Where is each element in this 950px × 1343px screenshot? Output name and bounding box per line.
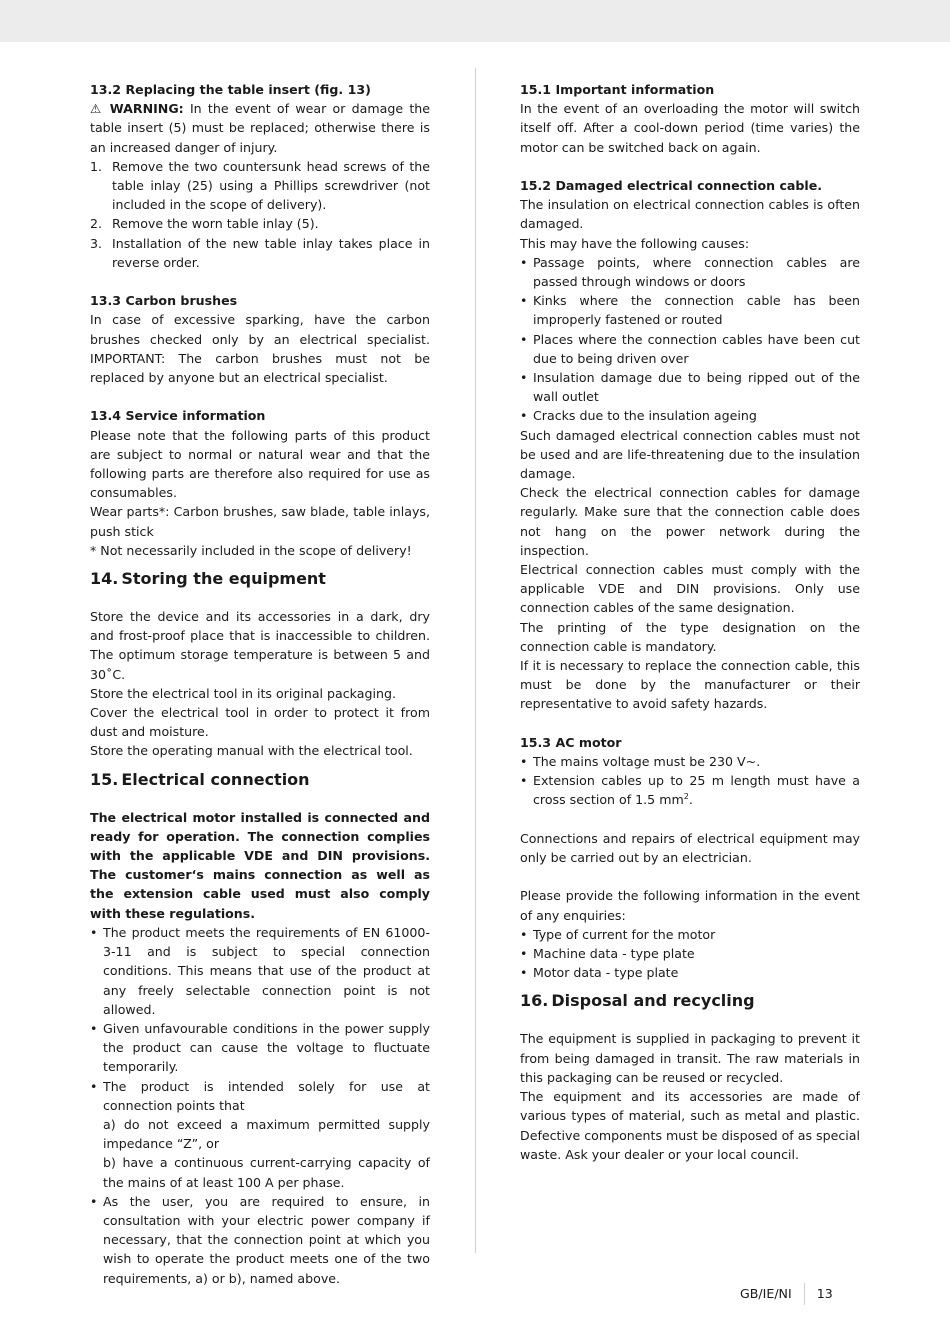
list-item: • Machine data - type plate: [520, 946, 695, 962]
electrical-requirements-list: [90, 923, 430, 1288]
list-item: • As the user, you are required to ensure, in consultation with your electric power company if necessary, that the connection point at which you wish to operate the product meets one of the two requirements, a) or b), named above.: [90, 1193, 430, 1286]
list-item: 1. Remove the two countersunk head screws of the table inlay (25) using a Phillips screwdriver (not included in the scope of delivery).: [90, 158, 430, 213]
list-item: • Kinks where the connection cable has been improperly fastened or routed: [520, 293, 860, 328]
page-footer: [740, 1283, 833, 1305]
ac-motor-list: [520, 752, 860, 810]
list-item: • Insulation damage due to being ripped out of the wall outlet: [520, 370, 860, 405]
column-divider: [475, 68, 476, 1253]
electrician-paragraph: Connections and repairs of electrical equipment may only be carried out by an electrician.: [520, 830, 860, 866]
list-item: • Motor data - type plate: [520, 965, 679, 981]
section-16-title: 16. Disposal and recycling: [520, 991, 755, 1011]
storage-paragraph: Cover the electrical tool in order to protect it from dust and moisture.: [90, 705, 430, 740]
cable-paragraph: Check the electrical connection cables for damage regularly. Make sure that the connection cable does not hang on the power network during the inspection.: [520, 485, 860, 558]
cable-paragraph: The printing of the type designation on the connection cable is mandatory.: [520, 619, 860, 654]
footer-divider: [804, 1283, 805, 1305]
electrical-lead-paragraph: The electrical motor installed is connected and ready for operation. The connection complies with the applicable VDE and DIN provisions. The customer‘s mains connection as well as the extension cable used must also comply with these regulations.: [90, 809, 430, 921]
cable-paragraph: Electrical connection cables must comply with the applicable VDE and DIN provisions. Only use connection cables of the same designation.: [520, 562, 860, 616]
storage-paragraph: Store the operating manual with the electrical tool.: [90, 743, 413, 759]
locale-label: GB/IE/NI: [740, 1286, 792, 1301]
list-item: 2. Remove the worn table inlay (5).: [90, 216, 319, 232]
top-bar: [0, 0, 950, 42]
section-15-2-heading: 15.2 Damaged electrical connection cable.: [520, 178, 823, 193]
disposal-paragraph: The equipment and its accessories are made of various types of material, such as metal and plastic. Defective components must be disposed of as special waste. Ask your dealer or your local council.: [520, 1089, 860, 1162]
left-column: [90, 80, 430, 1288]
list-item: • Passage points, where connection cables are passed through windows or doors: [520, 254, 860, 290]
disposal-paragraph: The equipment is supplied in packaging to prevent it from being damaged in transit. The raw materials in this packaging can be reused or recycled.: [520, 1031, 860, 1085]
damage-causes-list: [520, 253, 860, 426]
list-item: • Extension cables up to 25 m length must have a cross section of 1.5 $mm^2$.: [520, 773, 860, 808]
list-item: • Places where the connection cables have been cut due to being driven over: [520, 331, 860, 366]
list-item: • The product is intended solely for use at connection points that a) do not exceed a maximum permitted supply impedance “Z”, or b) have a continuous current-carrying capacity of the mains of at least 100 A per phase.: [90, 1078, 430, 1190]
page-number: 13: [816, 1286, 833, 1301]
carbon-brushes-text: In case of excessive sparking, have the carbon brushes checked only by an electrical specialist. IMPORTANT: The carbon brushes must not be replaced by anyone but an electrical specialist.: [90, 312, 430, 386]
warning-paragraph: [90, 99, 430, 157]
section-15-1-heading: 15.1 Important information: [520, 82, 715, 97]
section-14-title: 14. Storing the equipment: [90, 569, 326, 589]
cable-paragraph: Such damaged electrical connection cables must not be used and are life-threatening due to the insulation damage.: [520, 427, 860, 482]
warning-text: In the event of wear or damage the table insert (5) must be replaced; otherwise there is an increased danger of injury.: [90, 101, 430, 155]
list-item: • The mains voltage must be 230 V~.: [520, 754, 761, 770]
list-item: • The product meets the requirements of EN 61000-3-11 and is subject to special connection conditions. This means that use of the product at any freely selectable connection point is not allowed.: [90, 924, 430, 1017]
service-info-paragraph: Please note that the following parts of this product are subject to normal or natural wear and that the following parts are therefore also required for use as consumables.: [90, 427, 430, 501]
cable-paragraph: This may have the following causes:: [520, 235, 750, 251]
right-column: [520, 80, 860, 1164]
enquiry-info-list: [520, 925, 860, 983]
section-13-3-heading: 13.3 Carbon brushes: [90, 293, 238, 309]
replacement-steps: [90, 157, 430, 272]
list-item: • Given unfavourable conditions in the power supply the product can cause the voltage to fluctuate temporarily.: [90, 1020, 430, 1075]
section-13-2-heading: 13.2 Replacing the table insert (fig. 13): [90, 82, 371, 97]
list-item: • Type of current for the motor: [520, 926, 716, 942]
warning-label: WARNING:: [109, 101, 184, 117]
delivery-note: * Not necessarily included in the scope of delivery!: [90, 542, 412, 558]
important-info-text: In the event of an overloading the motor will switch itself off. After a cool-down period (time varies) the motor can be switched back on again.: [520, 101, 860, 155]
wear-parts-paragraph: Wear parts*: Carbon brushes, saw blade, table inlays, push stick: [90, 504, 430, 539]
warning-triangle-icon: ⚠: [90, 101, 104, 117]
section-13-4-heading: 13.4 Service information: [90, 408, 266, 424]
section-15-3-heading: 15.3 AC motor: [520, 734, 622, 750]
cable-paragraph: If it is necessary to replace the connection cable, this must be done by the manufacturer or their representative to avoid safety hazards.: [520, 658, 860, 712]
storage-paragraph: Store the electrical tool in its original packaging.: [90, 685, 396, 701]
cable-paragraph: The insulation on electrical connection cables is often damaged.: [520, 197, 860, 232]
list-item: • Cracks due to the insulation ageing: [520, 408, 757, 424]
list-item: 3. Installation of the new table inlay takes place in reverse order.: [90, 235, 430, 270]
storage-paragraph: Store the device and its accessories in a dark, dry and frost-proof place that is inaccessible to children. The optimum storage temperature is between 5 and 30˚C.: [90, 609, 430, 682]
section-15-title: 15. Electrical connection: [90, 769, 310, 789]
enquiries-paragraph: Please provide the following information in the event of any enquiries:: [520, 888, 860, 923]
